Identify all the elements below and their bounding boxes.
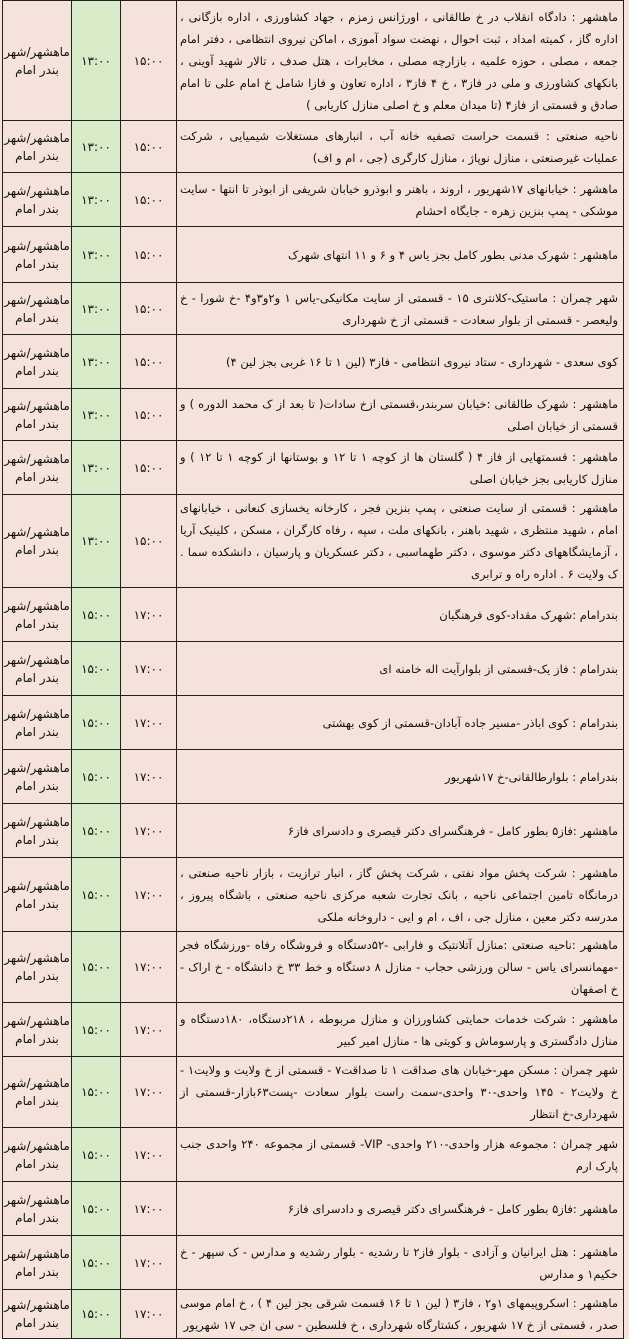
row-end-time-cell: ۱۵:۰۰ (121, 173, 177, 227)
table-row (3, 335, 624, 389)
row-end-time-cell: ۱۷:۰۰ (121, 750, 177, 804)
row-start-time-cell: ۱۳:۰۰ (72, 495, 121, 588)
table-row (3, 441, 624, 495)
row-start-time-cell: ۱۳:۰۰ (72, 389, 121, 441)
row-area-description-cell: شهر چمران : مسکن مهر-خیابان های صداقت ۱ تا صداقت۷ - قسمتی از خ ولایت و ولایت۱ - خ ولایت۲ - ۱۴۵ واحدی-۳۰ واحدی-سمت راست بلوار سعادت -پست۶۳بازار-قسمتی از شهرداری-خ انتظار (177, 1057, 624, 1128)
row-end-time-cell: ۱۷:۰۰ (121, 1290, 177, 1339)
table-row (3, 1, 624, 121)
row-area-description-cell: ناحیه صنعتی : قسمت حراست تصفیه خانه آب ، انبارهای مستغلات شیمیایی ، شرکت عملیات غیرصنعتی ، منازل نوپاژ ، منازل کارگری (جی ، ام و اف) (177, 121, 624, 173)
row-start-time-cell: ۱۳:۰۰ (72, 335, 121, 389)
table-row (3, 389, 624, 441)
row-end-time-cell: ۱۷:۰۰ (121, 1003, 177, 1057)
row-end-time-cell: ۱۷:۰۰ (121, 858, 177, 932)
table-row (3, 1290, 624, 1339)
outage-schedule-table (2, 0, 624, 1339)
row-city-cell: ماهشهر/شهر بندر امام (3, 750, 72, 804)
table-row (3, 121, 624, 173)
row-area-description-cell: ماهشهر : خیابانهای ۱۷شهریور ، اروند ، باهنر و ابوذرو خیابان شریفی از ابوذر تا انتها - سایت موشکی - پمپ بنزین زهره - جایگاه احشام (177, 173, 624, 227)
row-end-time-cell: ۱۵:۰۰ (121, 1, 177, 121)
table-row (3, 750, 624, 804)
row-end-time-cell: ۱۵:۰۰ (121, 283, 177, 335)
row-end-time-cell: ۱۷:۰۰ (121, 588, 177, 642)
row-end-time-cell: ۱۵:۰۰ (121, 227, 177, 283)
row-city-cell: ماهشهر/شهر بندر امام (3, 227, 72, 283)
row-city-cell: ماهشهر/شهر بندر امام (3, 283, 72, 335)
row-end-time-cell: ۱۷:۰۰ (121, 1128, 177, 1182)
table-row (3, 495, 624, 588)
row-area-description-cell: شهر چمران : مجموعه هزار واحدی-۲۱۰ واحدی- VIP- قسمتی از مجموعه ۲۴۰ واحدی جنب پارک ارم (177, 1128, 624, 1182)
row-end-time-cell: ۱۷:۰۰ (121, 1182, 177, 1236)
row-area-description-cell: کوی سعدی - شهرداری - ستاد نیروی انتظامی - فاز۳ (لین ۱ تا ۱۶ غربی بجز لین ۴) (177, 335, 624, 389)
row-city-cell: ماهشهر/شهر بندر امام (3, 173, 72, 227)
table-row (3, 858, 624, 932)
row-city-cell: ماهشهر/شهر بندر امام (3, 858, 72, 932)
row-start-time-cell: ۱۵:۰۰ (72, 1128, 121, 1182)
row-area-description-cell: شهر چمران : ماستیک-کلانتری ۱۵ - قسمتی از سایت مکانیکی-یاس ۱ و۲و۳و۴ -خ شورا - خ ولیعصر - قسمتی از بلوار سعادت - قسمتی از خ شهرداری (177, 283, 624, 335)
row-end-time-cell: ۱۷:۰۰ (121, 932, 177, 1003)
row-start-time-cell: ۱۵:۰۰ (72, 642, 121, 696)
row-area-description-cell: ماهشهر : شرکت پخش مواد نفتی ، شرکت پخش گاز ، انبار ترازیت ، بازار ناحیه صنعتی ، درمانگاه تامین اجتماعی ناحیه ، بانک تجارت شعبه مرکزی ناحیه صنعتی ، باشگاه پیروز ، مدرسه دکتر معین ، منازل جی ، اف ، ام و ایی - داروخانه ملکی (177, 858, 624, 932)
row-city-cell: ماهشهر/شهر بندر امام (3, 335, 72, 389)
row-area-description-cell: ماهشهر : قسمتی از سایت صنعتی ، پمپ بنزین فجر ، کارخانه یخسازی کنعانی ، خیابانهای امام ، شهید منتظری ، شهید باهنر ، بانکهای ملت ، سپه ، رفاه کارگران ، مسکن ، کلینیک آریا ، آزمایشگاههای دکتر موسوی ، دکتر طهماسبی ، دکتر عسکریان و پارسیان ، دانشکده سما . ک ولایت ۶ . اداره راه و ترابری (177, 495, 624, 588)
row-end-time-cell: ۱۷:۰۰ (121, 804, 177, 858)
row-area-description-cell: ماهشهر : شرکت خدمات حمایتی کشاورزان و منازل مربوطه ، ۲۱۸دستگاه، ۱۸۰دستگاه و منازل دادگستری و پارسوماش و کویتی ها - منازل امیر کبیر (177, 1003, 624, 1057)
row-city-cell: ماهشهر/شهر بندر امام (3, 932, 72, 1003)
row-start-time-cell: ۱۳:۰۰ (72, 441, 121, 495)
row-start-time-cell: ۱۳:۰۰ (72, 1, 121, 121)
row-start-time-cell: ۱۵:۰۰ (72, 804, 121, 858)
table-row (3, 804, 624, 858)
table-row (3, 173, 624, 227)
row-city-cell: ماهشهر/شهر بندر امام (3, 696, 72, 750)
table-row (3, 588, 624, 642)
row-area-description-cell: ماهشهر : قسمتهایی از فاز ۴ ( گلستان ها از کوچه ۱ تا ۱۲ و بوستانها از کوچه ۱ تا ۱۲ ) و منازل کاریابی بجز خیابان اصلی (177, 441, 624, 495)
row-end-time-cell: ۱۵:۰۰ (121, 121, 177, 173)
row-start-time-cell: ۱۵:۰۰ (72, 750, 121, 804)
row-end-time-cell: ۱۵:۰۰ (121, 441, 177, 495)
row-area-description-cell: ماهشهر : اسکروپیمهای ۱و۲ ، فاز۳ ( لین ۱ تا ۱۶ قسمت شرقی بجز لین ۴ ) ، خ امام موسی صدر ، قسمتی از خ ۱۷ شهریور ، کشتارگاه شهرداری ، خ فلسطین - سی ان جی ۱۷ شهریور (177, 1290, 624, 1339)
table-row (3, 642, 624, 696)
row-area-description-cell: ماهشهر : شهرک طالقانی :خیابان سربندر،قسمتی ازخ سادات( تا بعد از ک محمد الدوره ) و قسمتی از خیابان اصلی (177, 389, 624, 441)
row-area-description-cell: ماهشهر :فاز۵ بطور کامل - فرهنگسرای دکتر قیصری و دادسرای فاز۶ (177, 804, 624, 858)
row-area-description-cell: بندرامام : بلوارطالقانی-خ ۱۷شهریور (177, 750, 624, 804)
table-row (3, 1003, 624, 1057)
row-area-description-cell: ماهشهر : شهرک مدنی بطور کامل بجز یاس ۴ و ۶ و ۱۱ انتهای شهرک (177, 227, 624, 283)
row-area-description-cell: ماهشهر :ناحیه صنعتی :منازل آتلانتیک و فارابی -۵۲دستگاه و فروشگاه رفاه -ورزشگاه فجر -مهمانسرای یاس - سالن ورزشی حجاب - منازل ۸ دستگاه و خط ۳۳ خ دانشگاه - خ اراک - خ اصفهان (177, 932, 624, 1003)
row-end-time-cell: ۱۷:۰۰ (121, 696, 177, 750)
table-row (3, 696, 624, 750)
row-area-description-cell: بندرامام : فاز یک-قسمتی از بلوارآیت اله خامنه ای (177, 642, 624, 696)
table-row (3, 227, 624, 283)
row-start-time-cell: ۱۵:۰۰ (72, 696, 121, 750)
row-city-cell: ماهشهر/شهر بندر امام (3, 1003, 72, 1057)
row-city-cell: ماهشهر/شهر بندر امام (3, 1290, 72, 1339)
row-start-time-cell: ۱۵:۰۰ (72, 1003, 121, 1057)
row-start-time-cell: ۱۳:۰۰ (72, 283, 121, 335)
row-start-time-cell: ۱۳:۰۰ (72, 173, 121, 227)
row-city-cell: ماهشهر/شهر بندر امام (3, 441, 72, 495)
row-area-description-cell: ماهشهر :فاز۵ بطور کامل - فرهنگسرای دکتر قیصری و دادسرای فاز۶ (177, 1182, 624, 1236)
row-start-time-cell: ۱۵:۰۰ (72, 1182, 121, 1236)
row-end-time-cell: ۱۷:۰۰ (121, 1236, 177, 1290)
row-start-time-cell: ۱۵:۰۰ (72, 1236, 121, 1290)
row-end-time-cell: ۱۵:۰۰ (121, 389, 177, 441)
row-start-time-cell: ۱۵:۰۰ (72, 1057, 121, 1128)
row-city-cell: ماهشهر/شهر بندر امام (3, 804, 72, 858)
row-area-description-cell: بندرامام : کوی اباذر -مسیر جاده آبادان-قسمتی از کوی بهشتی (177, 696, 624, 750)
row-area-description-cell: ماهشهر : دادگاه انقلاب در خ طالقانی ، اورژانس زمزم ، جهاد کشاورزی ، اداره بازگانی ، اداره گاز ، کمیته امداد ، ثبت احوال ، نهضت سواد آموزی ، اماکن نیروی انتظامی ، دفتر امام جمعه ، مصلی ، حوزه علمیه ، بازارچه مصلی ، مخابرات ، هتل صدف ، تالار شهید آوینی ، بانکهای کشاورزی و ملی در فاز۳ ، خ ۴ فاز۳ ، اداره تعاون و فازا شامل خ امام علی تا امام صادق و قسمتی از فاز۴ (تا میدان معلم و خ اصلی منازل کاریابی ) (177, 1, 624, 121)
row-city-cell: ماهشهر/شهر بندر امام (3, 588, 72, 642)
table-row (3, 932, 624, 1003)
row-city-cell: ماهشهر/شهر بندر امام (3, 1, 72, 121)
row-area-description-cell: ماهشهر : هتل ایرانیان و آزادی - بلوار فاز۲ تا رشدیه - بلوار رشدیه و مدارس - ک سپهر - خ حکیم۱ و مدارس (177, 1236, 624, 1290)
table-row (3, 1182, 624, 1236)
row-end-time-cell: ۱۷:۰۰ (121, 642, 177, 696)
row-city-cell: ماهشهر/شهر بندر امام (3, 642, 72, 696)
row-end-time-cell: ۱۵:۰۰ (121, 335, 177, 389)
table-row (3, 1057, 624, 1128)
table-row (3, 1236, 624, 1290)
row-city-cell: ماهشهر/شهر بندر امام (3, 1057, 72, 1128)
row-end-time-cell: ۱۵:۰۰ (121, 495, 177, 588)
table-row (3, 1128, 624, 1182)
row-start-time-cell: ۱۵:۰۰ (72, 932, 121, 1003)
row-start-time-cell: ۱۵:۰۰ (72, 1290, 121, 1339)
row-city-cell: ماهشهر/شهر بندر امام (3, 121, 72, 173)
row-start-time-cell: ۱۳:۰۰ (72, 227, 121, 283)
row-city-cell: ماهشهر/شهر بندر امام (3, 389, 72, 441)
row-end-time-cell: ۱۷:۰۰ (121, 1057, 177, 1128)
row-area-description-cell: بندرامام :شهرک مقداد-کوی فرهنگیان (177, 588, 624, 642)
row-start-time-cell: ۱۵:۰۰ (72, 588, 121, 642)
row-city-cell: ماهشهر/شهر بندر امام (3, 495, 72, 588)
row-city-cell: ماهشهر/شهر بندر امام (3, 1236, 72, 1290)
row-city-cell: ماهشهر/شهر بندر امام (3, 1128, 72, 1182)
table-row (3, 283, 624, 335)
row-start-time-cell: ۱۳:۰۰ (72, 121, 121, 173)
row-start-time-cell: ۱۵:۰۰ (72, 858, 121, 932)
row-city-cell: ماهشهر/شهر بندر امام (3, 1182, 72, 1236)
